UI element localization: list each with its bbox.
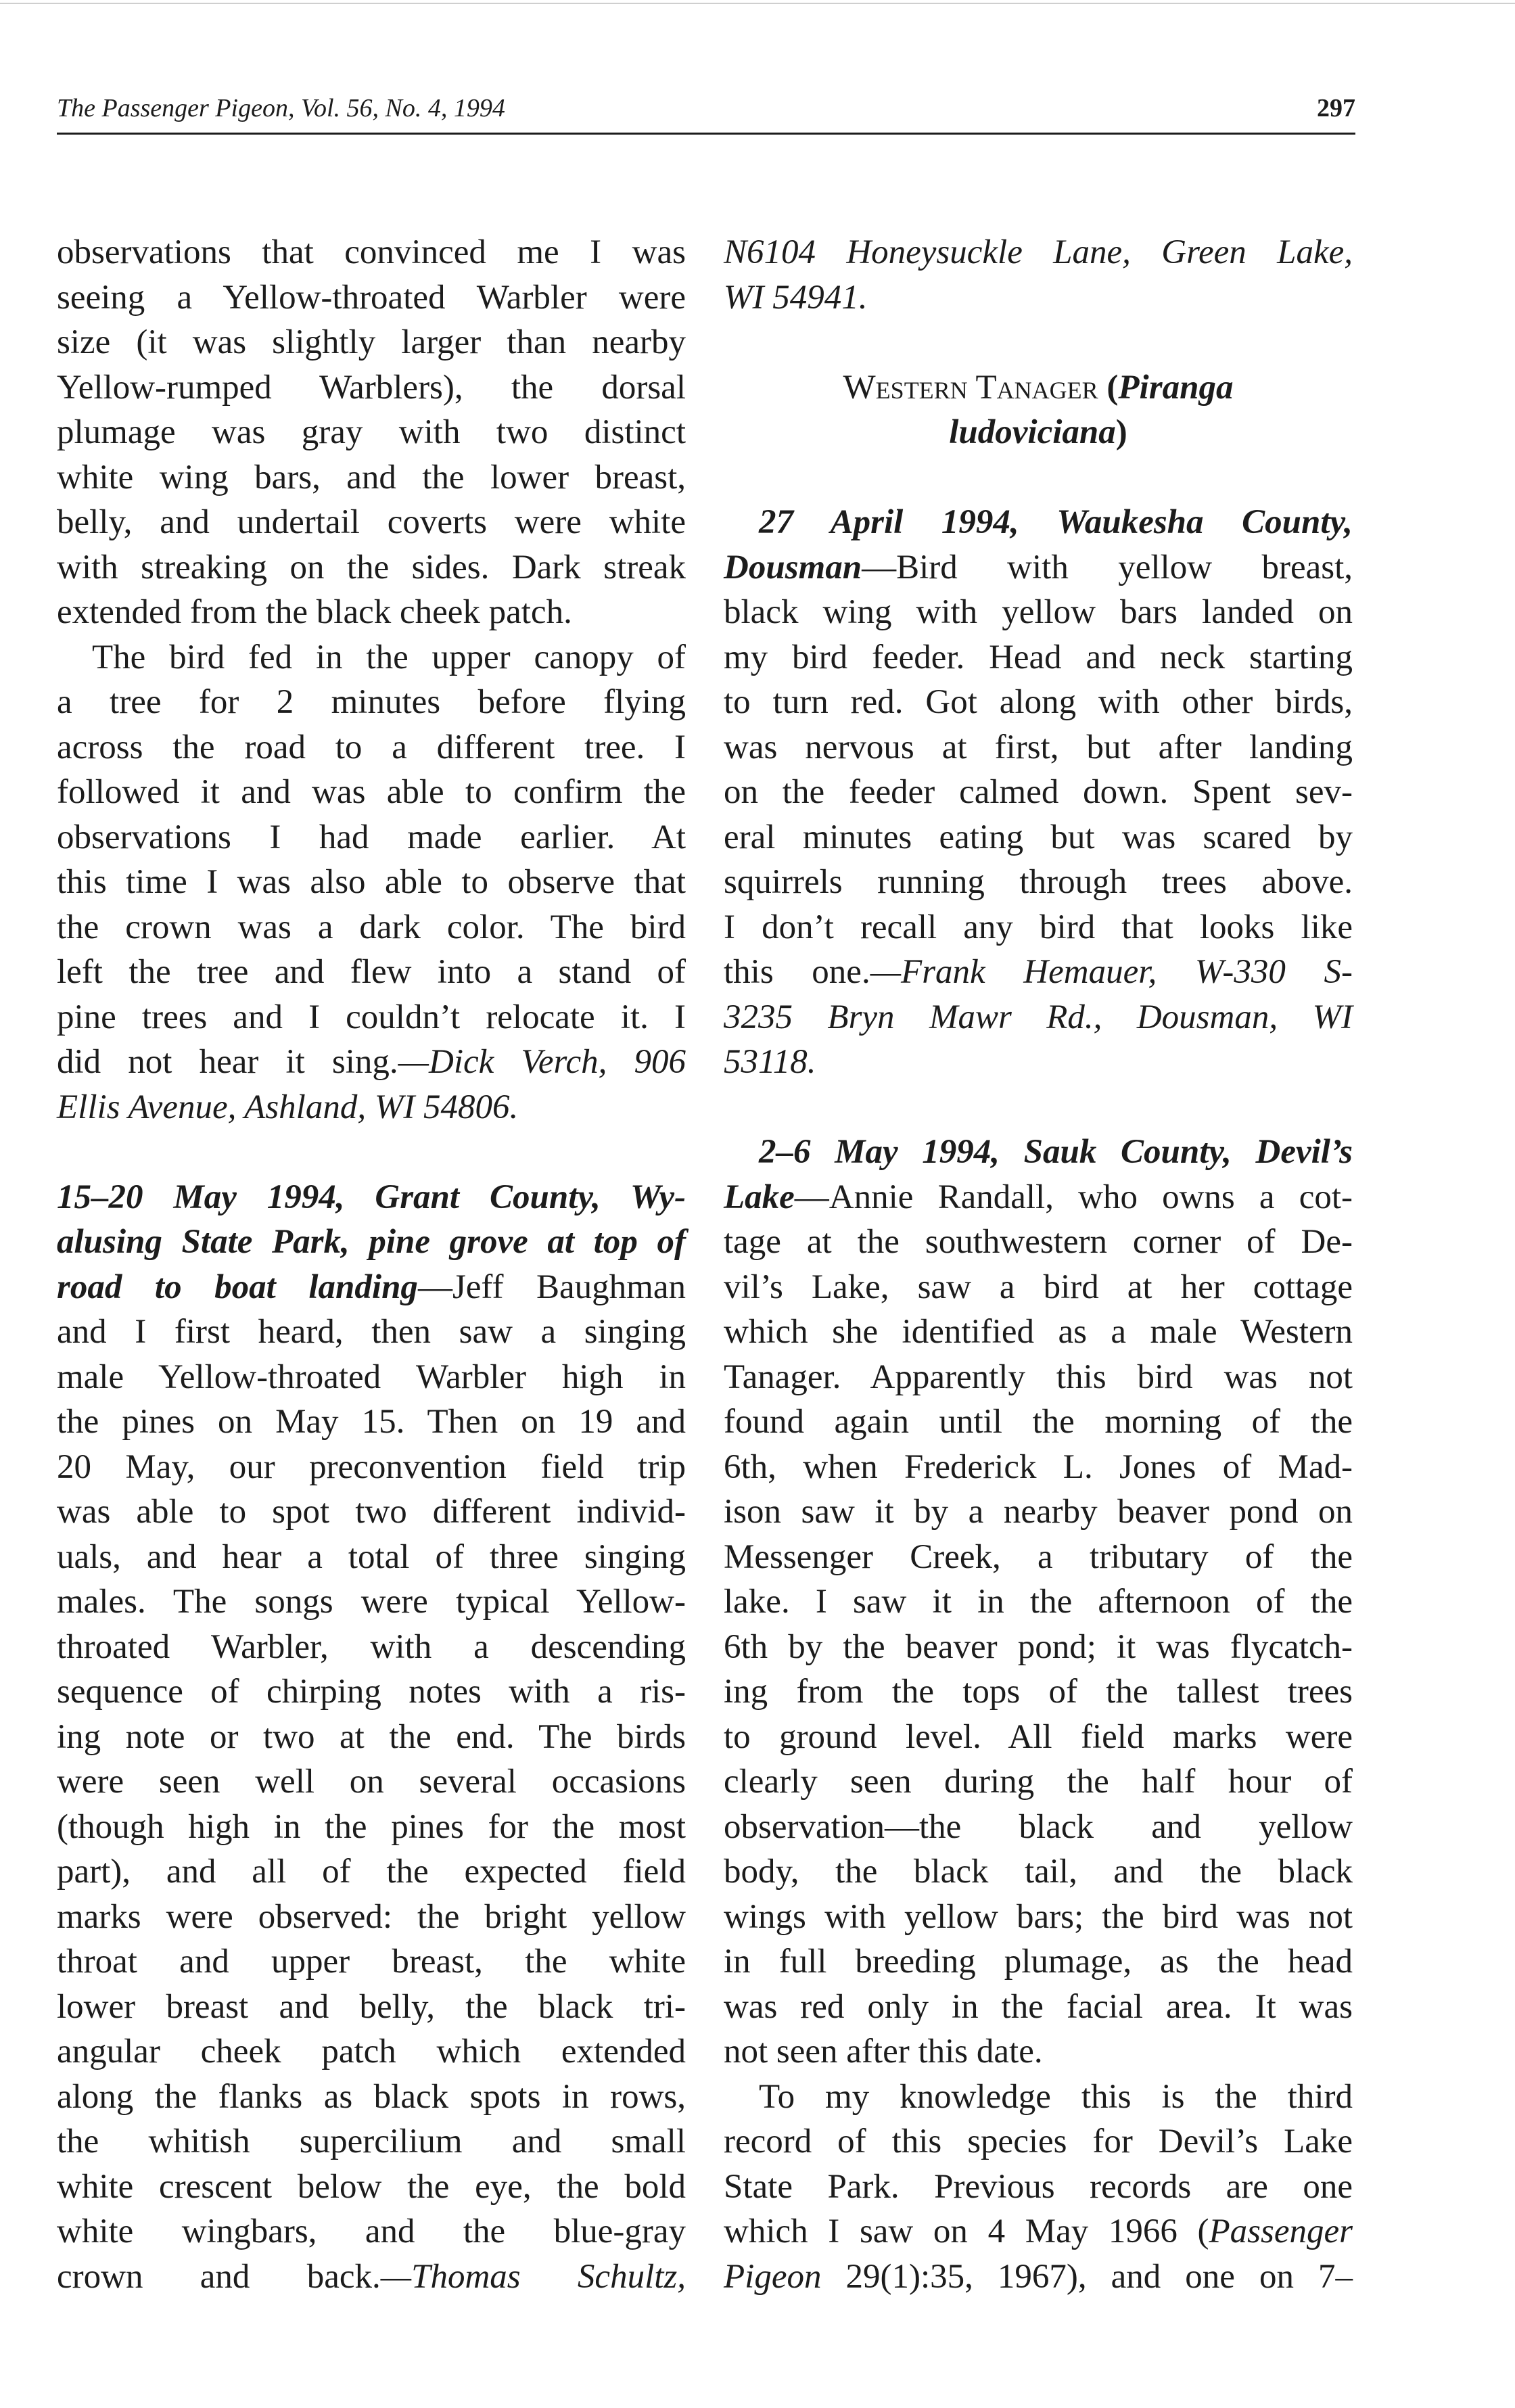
author-signature: —Frank Hemauer, W-330 S- — [870, 953, 1353, 991]
text-line: 6th, when Frederick L. Jones of Mad- — [724, 1448, 1353, 1486]
text-line: on the feeder calmed down. Spent sev- — [724, 773, 1353, 811]
text-line: 20 May, our preconvention field trip — [57, 1448, 686, 1486]
text-run: —Bird with yellow breast, — [862, 548, 1353, 586]
text-line: lower breast and belly, the black tri- — [57, 1987, 686, 2026]
text-line: ing note or two at the end. The birds — [57, 1717, 686, 1756]
top-edge-line — [0, 3, 1515, 4]
paragraph-sauk-record — [724, 1130, 1353, 2075]
text-line: not seen after this date. — [724, 2033, 1043, 2070]
paren: ) — [1115, 413, 1127, 451]
record-heading-line: alusing State Park, pine grove at top of — [57, 1223, 686, 1261]
text-run: this one. — [724, 953, 870, 991]
text-run: 29(1):35, 1967), and one on 7– — [821, 2257, 1353, 2296]
text-line: black wing with yellow bars landed on — [724, 593, 1353, 631]
text-run: which I saw on 4 May 1966 ( — [724, 2213, 1209, 2250]
journal-reference: Passenger — [1209, 2213, 1353, 2250]
text-line: Yellow-rumped Warblers), the dorsal — [57, 368, 686, 407]
text-line: belly, and undertail coverts were white — [57, 503, 686, 541]
text-line: ing from the tops of the tallest trees — [724, 1673, 1353, 1711]
record-heading-line: Lake — [724, 1178, 795, 1216]
text-line: record of this species for Devil’s Lake — [724, 2123, 1353, 2160]
record-heading-line: 27 April 1994, Waukesha County, — [759, 503, 1353, 541]
text-line: The bird fed in the upper canopy of — [92, 638, 686, 676]
text-line: angular cheek patch which extended — [57, 2033, 686, 2070]
text-line — [724, 545, 1353, 591]
author-address-continued — [724, 230, 1353, 320]
text-run: —Annie Randall, who owns a cot- — [794, 1178, 1353, 1216]
text-line — [724, 2209, 1353, 2254]
text-line: marks were observed: the bright yellow — [57, 1897, 686, 1936]
paragraph-gap — [724, 320, 1353, 365]
author-address: WI 54941. — [724, 278, 868, 317]
paragraph-knowledge — [724, 2075, 1353, 2300]
text-line: pine trees and I couldn’t relocate it. I — [57, 998, 686, 1036]
species-epithet: ludoviciana — [949, 413, 1116, 451]
journal-reference: Pigeon — [724, 2257, 822, 2296]
record-heading-line: 15–20 May 1994, Grant County, Wy- — [57, 1178, 686, 1216]
text-line: size (it was slightly larger than nearby — [57, 323, 686, 361]
text-line: with streaking on the sides. Dark streak — [57, 548, 686, 586]
text-line: uals, and hear a total of three singing — [57, 1537, 686, 1576]
text-line: and I first heard, then saw a singing — [57, 1313, 686, 1351]
text-line: the whitish supercilium and small — [57, 2123, 686, 2160]
paragraph-gap — [724, 1085, 1353, 1130]
text-line: was red only in the facial area. It was — [724, 1987, 1353, 2026]
author-address: 53118. — [724, 1043, 816, 1081]
text-line: vil’s Lake, saw a bird at her cottage — [724, 1268, 1353, 1306]
text-line — [57, 1040, 686, 1085]
text-line: male Yellow-throated Warbler high in — [57, 1358, 686, 1396]
text-line: I don’t recall any bird that looks like — [724, 908, 1353, 946]
text-line: sequence of chirping notes with a ris- — [57, 1673, 686, 1711]
text-line: which she identified as a male Western — [724, 1313, 1353, 1351]
page-number: 297 — [1317, 94, 1355, 122]
text-line: the crown was a dark color. The bird — [57, 908, 686, 946]
paragraph-gap — [57, 1130, 686, 1175]
text-line — [724, 950, 1353, 995]
species-common-name: Western Tanager — [843, 368, 1098, 407]
text-line: white wing bars, and the lower breast, — [57, 458, 686, 496]
text-line: Messenger Creek, a tributary of the — [724, 1537, 1353, 1576]
author-address: N6104 Honeysuckle Lane, Green Lake, — [724, 233, 1353, 271]
author-address: Ellis Avenue, Ashland, WI 54806. — [57, 1088, 519, 1126]
text-line: wings with yellow bars; the bird was not — [724, 1897, 1353, 1936]
header-rule — [57, 133, 1355, 135]
text-line: extended from the black cheek patch. — [57, 593, 572, 631]
text-line: to turn red. Got along with other birds, — [724, 683, 1353, 721]
text-line: observations I had made earlier. At — [57, 818, 686, 856]
text-line: eral minutes eating but was scared by — [724, 818, 1353, 856]
text-line — [57, 2254, 686, 2300]
paragraph-gap — [724, 455, 1353, 501]
section-title — [724, 365, 1353, 455]
text-line — [57, 1265, 686, 1310]
text-line: my bird feeder. Head and neck starting — [724, 638, 1353, 676]
text-line: To my knowledge this is the third — [759, 2077, 1353, 2116]
text-run: did not hear it sing. — [57, 1043, 398, 1081]
text-line: lake. I saw it in the afternoon of the — [724, 1583, 1353, 1621]
text-run: crown and back. — [57, 2257, 381, 2296]
text-line: clearly seen during the half hour of — [724, 1763, 1353, 1801]
text-line: Tanager. Apparently this bird was not — [724, 1358, 1353, 1396]
text-line — [724, 2254, 1353, 2300]
right-column — [724, 230, 1353, 2299]
text-line: tage at the southwestern corner of De- — [724, 1223, 1353, 1261]
paren: ( — [1106, 368, 1119, 407]
text-line: a tree for 2 minutes before flying — [57, 683, 686, 721]
paragraph-bird-fed — [57, 635, 686, 1130]
record-heading-line: road to boat landing — [57, 1268, 418, 1306]
text-line: throat and upper breast, the white — [57, 1943, 686, 1981]
text-line: found again until the morning of the — [724, 1403, 1353, 1441]
text-line: body, the black tail, and the black — [724, 1853, 1353, 1891]
text-line: white wingbars, and the blue-gray — [57, 2213, 686, 2250]
text-line — [724, 1175, 1353, 1220]
paragraph-waukesha-record — [724, 500, 1353, 1085]
journal-citation: The Passenger Pigeon, Vol. 56, No. 4, 1994 — [57, 94, 505, 122]
text-line: left the tree and flew into a stand of — [57, 953, 686, 991]
text-line: State Park. Previous records are one — [724, 2167, 1353, 2206]
text-line: white crescent below the eye, the bold — [57, 2167, 686, 2206]
running-header — [57, 87, 1355, 124]
author-address: 3235 Bryn Mawr Rd., Dousman, WI — [724, 998, 1353, 1036]
section-title-line — [724, 365, 1353, 411]
text-line: were seen well on several occasions — [57, 1763, 686, 1801]
text-line: 6th by the beaver pond; it was flycatch- — [724, 1627, 1353, 1666]
text-line: (though high in the pines for the most — [57, 1807, 686, 1846]
text-line: the pines on May 15. Then on 19 and — [57, 1403, 686, 1441]
text-line: across the road to a different tree. I — [57, 728, 686, 766]
paragraph-wyalusing-record — [57, 1175, 686, 2300]
left-column — [57, 230, 686, 2299]
section-title-line — [724, 410, 1353, 455]
author-signature: —Thomas Schultz, — [380, 2257, 686, 2296]
text-line: observations that convinced me I was — [57, 233, 686, 271]
text-line: ison saw it by a nearby beaver pond on — [724, 1493, 1353, 1531]
text-line: was able to spot two different individ- — [57, 1493, 686, 1531]
text-line: this time I was also able to observe that — [57, 863, 686, 901]
text-line: plumage was gray with two distinct — [57, 413, 686, 451]
text-line: throated Warbler, with a descending — [57, 1627, 686, 1666]
text-line: was nervous at first, but after landing — [724, 728, 1353, 766]
text-line: seeing a Yellow-throated Warbler were — [57, 278, 686, 317]
record-heading-line: Dousman — [724, 548, 862, 586]
species-genus: Piranga — [1118, 368, 1234, 407]
text-line: males. The songs were typical Yellow- — [57, 1583, 686, 1621]
record-heading-line: 2–6 May 1994, Sauk County, Devil’s — [759, 1133, 1353, 1171]
text-line: squirrels running through trees above. — [724, 863, 1353, 901]
text-line: part), and all of the expected field — [57, 1853, 686, 1891]
text-line: in full breeding plumage, as the head — [724, 1943, 1353, 1981]
author-signature: —Dick Verch, 906 — [398, 1043, 686, 1081]
text-line: followed it and was able to confirm the — [57, 773, 686, 811]
text-line: to ground level. All field marks were — [724, 1717, 1353, 1756]
text-line: along the flanks as black spots in rows, — [57, 2077, 686, 2116]
paragraph-observations — [57, 230, 686, 635]
text-line: observation—the black and yellow — [724, 1807, 1353, 1846]
text-run: —Jeff Baughman — [417, 1268, 686, 1306]
